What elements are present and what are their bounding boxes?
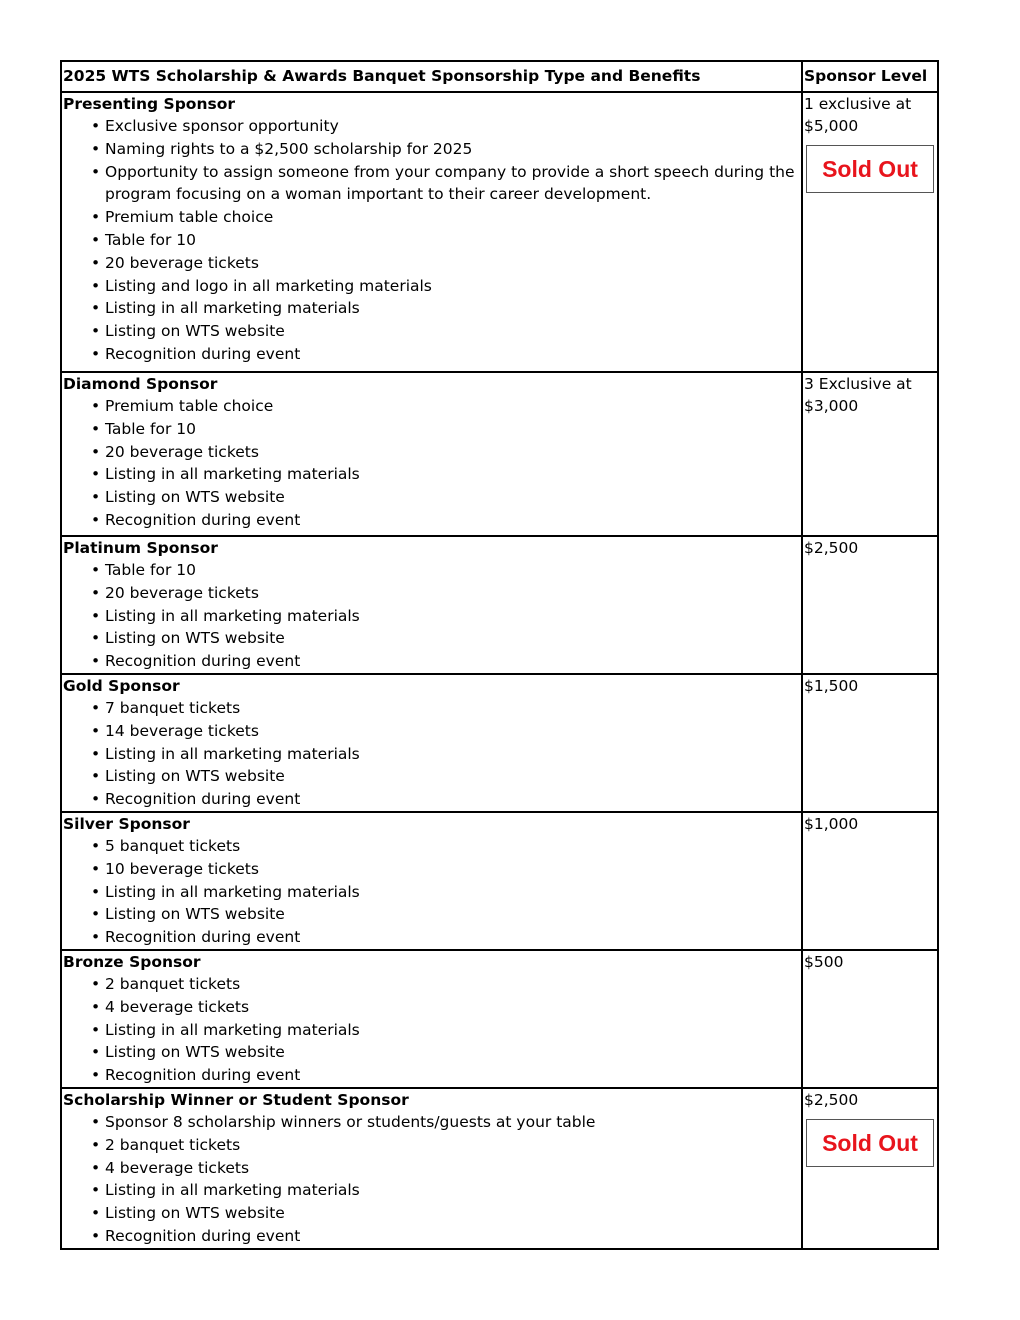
table-header-row	[61, 61, 938, 92]
sponsor-title: Diamond Sponsor	[63, 375, 218, 393]
benefit-list	[63, 1111, 801, 1248]
sponsor-title: Silver Sponsor	[63, 814, 190, 833]
benefit-item: • Recognition during event	[63, 509, 801, 532]
benefit-item: • Recognition during event	[63, 650, 801, 673]
benefit-item: • Table for 10	[63, 229, 801, 252]
benefit-item: • 2 banquet tickets	[63, 973, 801, 996]
sponsor-benefits-cell	[61, 92, 802, 372]
table-title: 2025 WTS Scholarship & Awards Banquet Sponsorship Type and Benefits	[61, 61, 802, 92]
sponsor-level-cell	[802, 1088, 938, 1249]
sponsor-level-cell	[802, 674, 938, 812]
sponsor-row	[61, 1088, 938, 1249]
benefit-item: • Listing in all marketing materials	[63, 1019, 801, 1042]
benefit-list	[63, 115, 801, 366]
sponsor-benefits-cell	[61, 372, 802, 536]
sold-out-badge: Sold Out	[806, 1119, 934, 1167]
benefit-item: • Listing in all marketing materials	[63, 463, 801, 486]
benefit-item: • Recognition during event	[63, 788, 801, 811]
sponsor-row	[61, 950, 938, 1088]
benefit-item: • Listing in all marketing materials	[63, 1179, 801, 1202]
benefit-item: • Listing on WTS website	[63, 1202, 801, 1225]
sponsor-benefits-cell	[61, 950, 802, 1088]
sponsor-level-cell	[802, 812, 938, 950]
benefit-item: • Table for 10	[63, 418, 801, 441]
benefit-item: • 4 beverage tickets	[63, 1157, 801, 1180]
sponsor-price: $5,000	[804, 117, 859, 135]
benefit-item: • 10 beverage tickets	[63, 858, 801, 881]
sponsor-row	[61, 372, 938, 536]
benefit-item: • Premium table choice	[63, 206, 801, 229]
sponsor-level-cell	[802, 536, 938, 674]
benefit-item: • 20 beverage tickets	[63, 582, 801, 605]
sponsor-level-header: Sponsor Level	[802, 61, 938, 92]
benefit-list	[63, 973, 801, 1087]
benefit-item: • Listing on WTS website	[63, 903, 801, 926]
sponsor-row	[61, 674, 938, 812]
sponsor-price: $2,500	[804, 539, 859, 557]
sponsor-title: Gold Sponsor	[63, 676, 180, 695]
benefit-item: • Recognition during event	[63, 343, 801, 366]
benefit-item: • Premium table choice	[63, 395, 801, 418]
sponsorship-table	[60, 60, 939, 1250]
sponsor-price: $2,500	[804, 1090, 859, 1109]
benefit-item: • Opportunity to assign someone from your company to provide a short speech during the program focusing on a woman important to their career development.	[63, 161, 801, 207]
benefit-item: • Listing in all marketing materials	[63, 297, 801, 320]
sponsor-row	[61, 812, 938, 950]
benefit-item: • Sponsor 8 scholarship winners or students/guests at your table	[63, 1111, 801, 1134]
benefit-item: • Exclusive sponsor opportunity	[63, 115, 801, 138]
benefit-list	[63, 697, 801, 811]
benefit-item: • Recognition during event	[63, 1064, 801, 1087]
sponsor-title: Bronze Sponsor	[63, 952, 201, 971]
sponsor-title: Platinum Sponsor	[63, 539, 218, 557]
benefit-list	[63, 559, 801, 673]
sponsor-price: $500	[804, 952, 844, 971]
sponsor-benefits-cell	[61, 812, 802, 950]
sold-out-badge: Sold Out	[806, 145, 934, 193]
benefit-item: • Listing on WTS website	[63, 765, 801, 788]
sponsor-price: $1,000	[804, 814, 859, 833]
sponsor-row	[61, 92, 938, 372]
benefit-item: • Listing in all marketing materials	[63, 743, 801, 766]
sponsor-benefits-cell	[61, 536, 802, 674]
sponsor-level-cell	[802, 92, 938, 372]
sponsor-benefits-cell	[61, 1088, 802, 1249]
sponsor-price: 1 exclusive at	[804, 95, 912, 113]
sponsor-level-cell	[802, 950, 938, 1088]
benefit-item: • Naming rights to a $2,500 scholarship for 2025	[63, 138, 801, 161]
benefit-item: • Listing on WTS website	[63, 627, 801, 650]
sponsor-price: 3 Exclusive at	[804, 375, 912, 393]
sponsor-title: Scholarship Winner or Student Sponsor	[63, 1090, 409, 1109]
benefit-item: • Listing on WTS website	[63, 320, 801, 343]
sponsor-benefits-cell	[61, 674, 802, 812]
sponsor-level-cell	[802, 372, 938, 536]
benefit-item: • Listing on WTS website	[63, 1041, 801, 1064]
benefit-item: • Table for 10	[63, 559, 801, 582]
sponsor-price: $1,500	[804, 676, 859, 695]
benefit-item: • Recognition during event	[63, 926, 801, 949]
benefit-item: • Listing and logo in all marketing materials	[63, 275, 801, 298]
benefit-list	[63, 835, 801, 949]
benefit-item: • 5 banquet tickets	[63, 835, 801, 858]
benefit-item: • 14 beverage tickets	[63, 720, 801, 743]
benefit-item: • 4 beverage tickets	[63, 996, 801, 1019]
sponsor-title: Presenting Sponsor	[63, 95, 235, 113]
benefit-list	[63, 395, 801, 532]
benefit-item: • 7 banquet tickets	[63, 697, 801, 720]
benefit-item: • Listing in all marketing materials	[63, 881, 801, 904]
benefit-item: • Listing on WTS website	[63, 486, 801, 509]
benefit-item: • 2 banquet tickets	[63, 1134, 801, 1157]
benefit-item: • 20 beverage tickets	[63, 252, 801, 275]
sponsor-price: $3,000	[804, 397, 859, 415]
benefit-item: • Recognition during event	[63, 1225, 801, 1248]
benefit-item: • 20 beverage tickets	[63, 441, 801, 464]
sponsor-row	[61, 536, 938, 674]
benefit-item: • Listing in all marketing materials	[63, 605, 801, 628]
